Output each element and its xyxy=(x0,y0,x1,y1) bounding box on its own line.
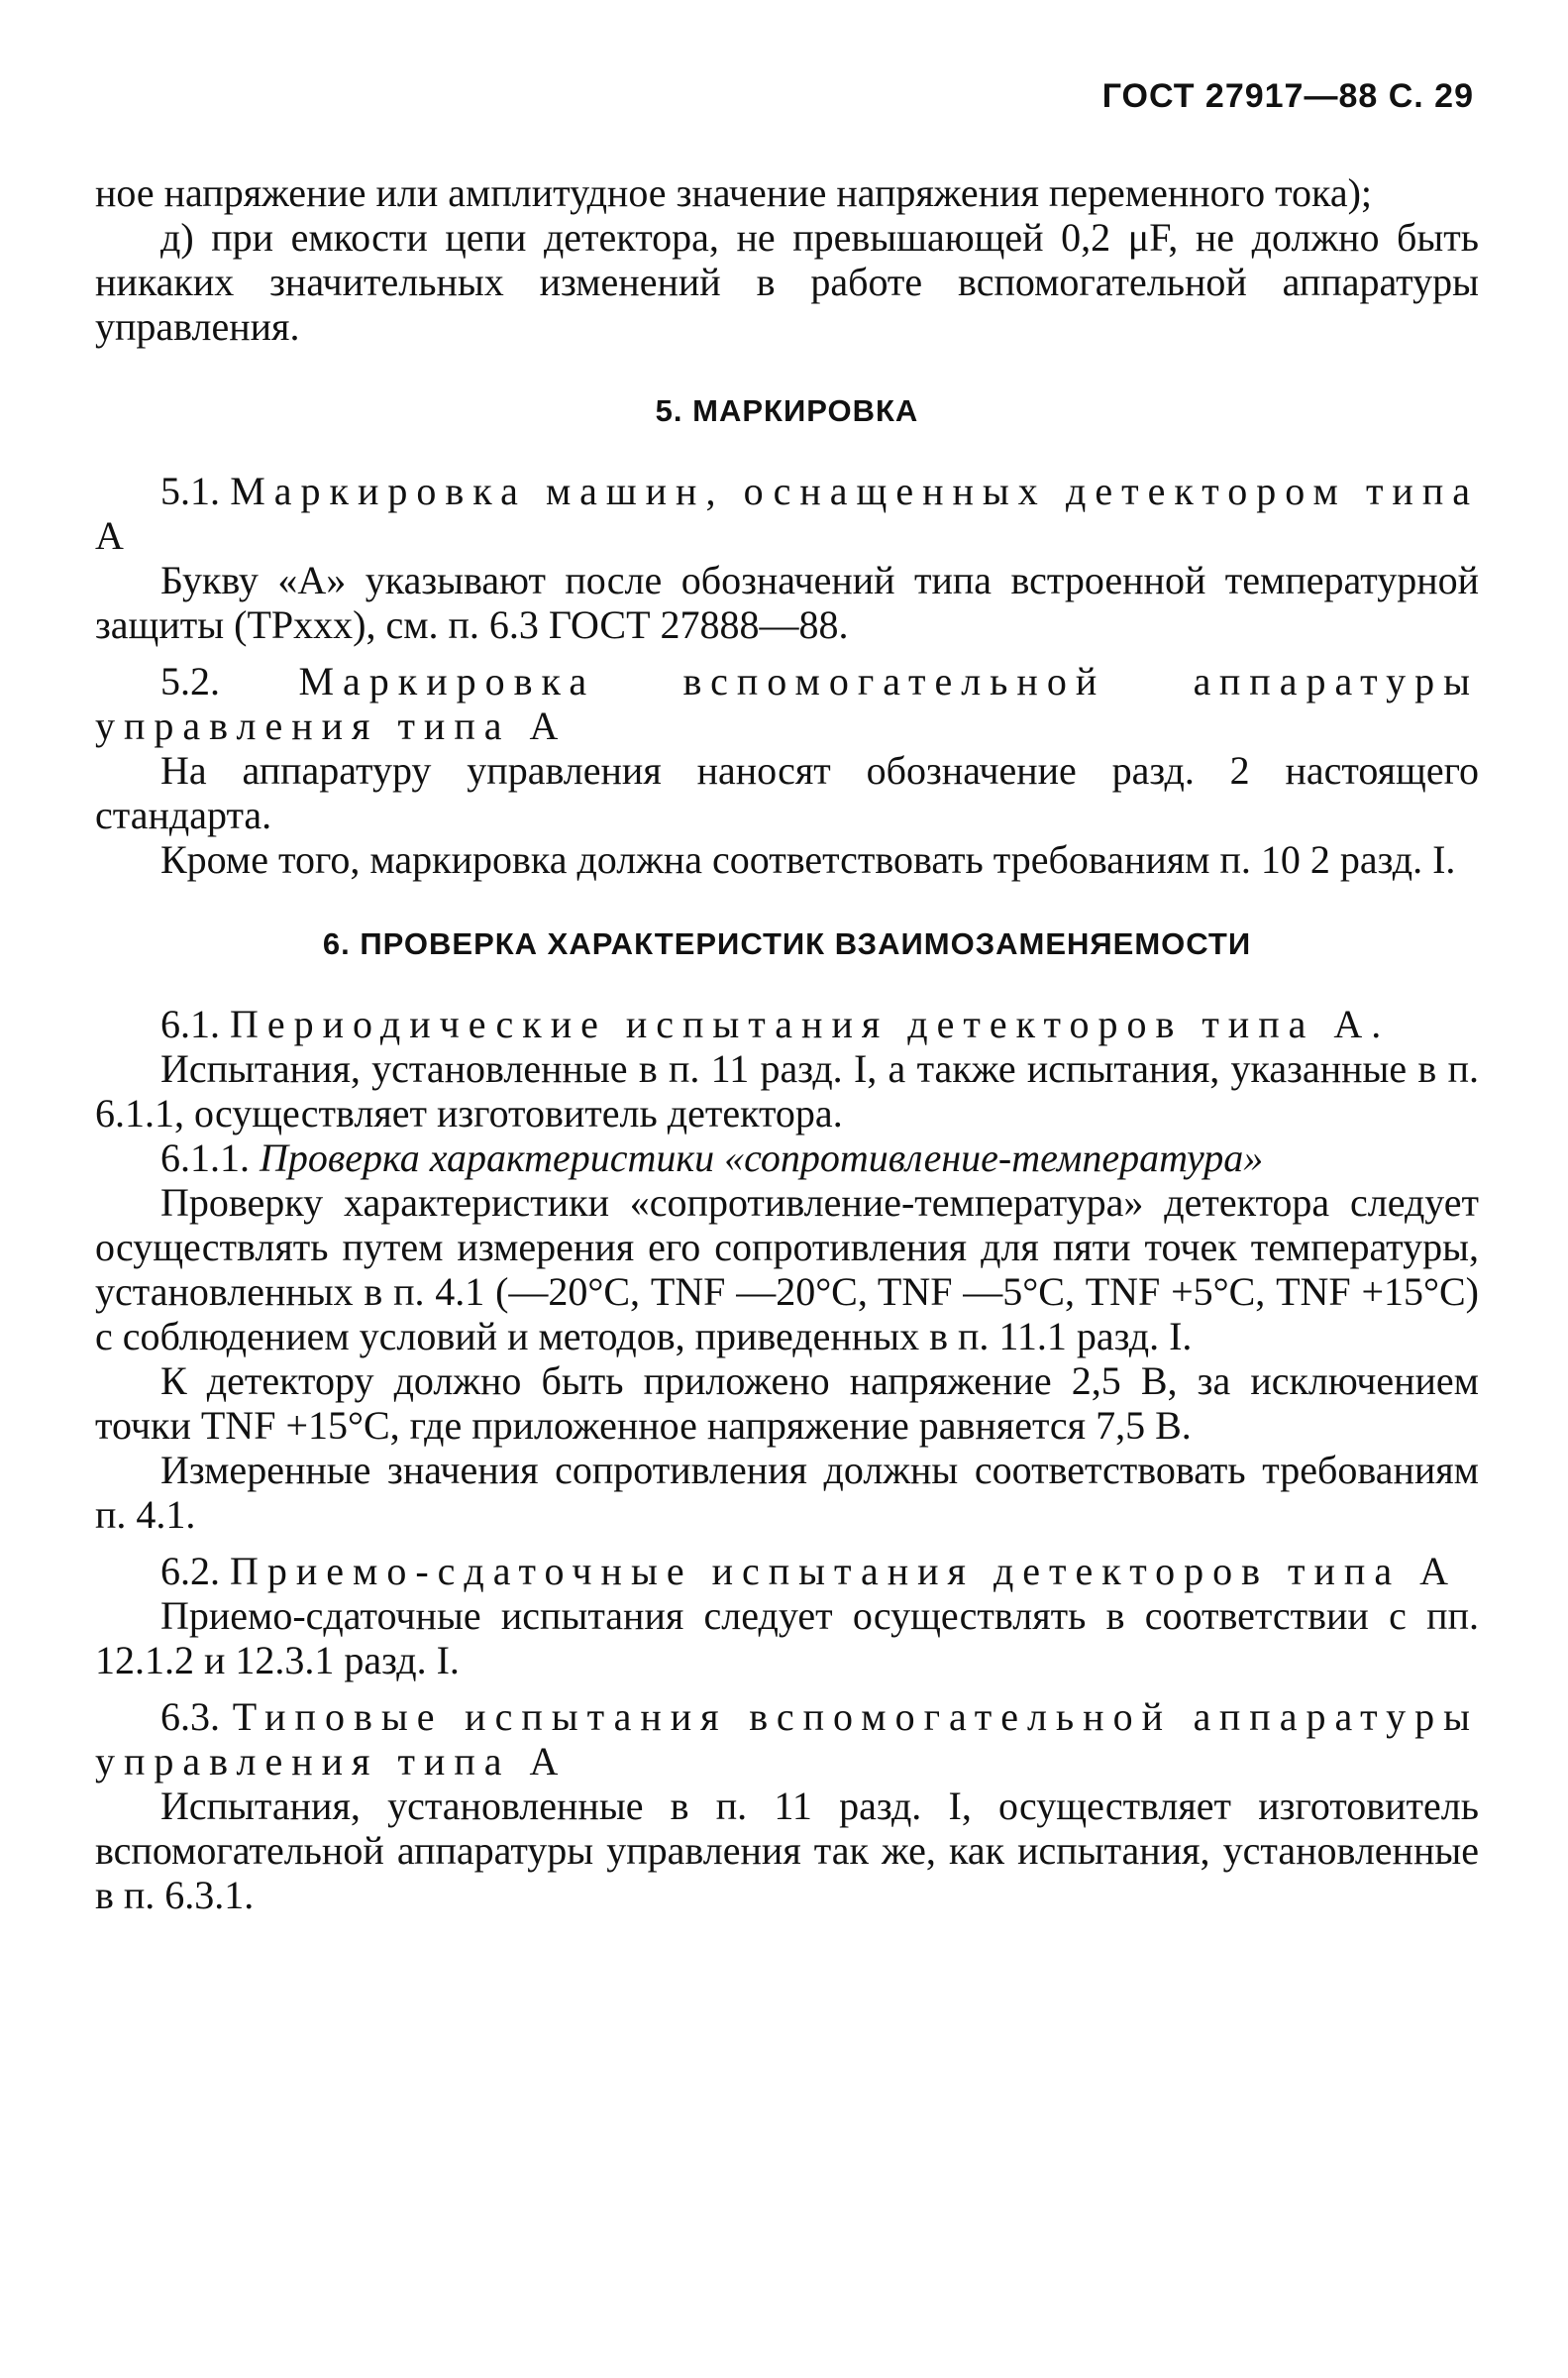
clause-title: Маркировка машин, оснащенных детектором типа А xyxy=(95,469,1479,558)
section-6-heading: 6. ПРОВЕРКА ХАРАКТЕРИСТИК ВЗАИМОЗАМЕНЯЕМОСТИ xyxy=(322,926,1252,961)
clause-number: 6.2. xyxy=(160,1549,220,1593)
clause-5-2-text-1: На аппаратуру управления наносят обозначение разд. 2 настоящего стандарта. xyxy=(95,748,1479,837)
clause-6-2-text: Приемо-сдаточные испытания следует осуществлять в соответствии с пп. 12.1.2 и 12.3.1 разд. I. xyxy=(95,1593,1479,1682)
clause-5-1-heading xyxy=(95,469,1479,558)
clause-6-1-1-heading xyxy=(95,1135,1479,1180)
clause-6-1-heading xyxy=(95,1002,1479,1046)
paragraph-item-d: д) при емкости цепи детектора, не превышающей 0,2 μF, не должно быть никаких значительных изменений в работе вспомогательной аппаратуры управления. xyxy=(95,215,1479,349)
clause-number: 5.1. xyxy=(160,469,220,513)
clause-number: 5.2. xyxy=(160,659,220,703)
document-body xyxy=(95,170,1479,1917)
clause-6-3-text: Испытания, установленные в п. 11 разд. I, осуществляет изготовитель вспомогательной аппаратуры управления так же, как испытания, установленные в п. 6.3.1. xyxy=(95,1784,1479,1917)
clause-number: 6.1.1. xyxy=(160,1135,250,1180)
clause-title: Проверка характеристики «сопротивление-температура» xyxy=(260,1135,1264,1180)
clause-title: Маркировка вспомогательной аппаратуры управления типа А xyxy=(95,659,1479,748)
clause-number: 6.3. xyxy=(160,1694,220,1739)
paragraph-continuation: ное напряжение или амплитудное значение напряжения переменного тока); xyxy=(95,170,1373,215)
clause-title: Приемо-сдаточные испытания детекторов типа А xyxy=(230,1549,1457,1593)
clause-6-2-heading xyxy=(95,1549,1479,1593)
clause-5-2-text-2: Кроме того, маркировка должна соответствовать требованиям п. 10 2 разд. I. xyxy=(160,837,1456,882)
clause-6-3-heading xyxy=(95,1694,1479,1784)
page-header: ГОСТ 27917—88 С. 29 xyxy=(1101,77,1474,115)
section-5-heading: 5. МАРКИРОВКА xyxy=(655,393,919,428)
clause-6-1-1-text-3: Измеренные значения сопротивления должны соответствовать требованиям п. 4.1. xyxy=(95,1448,1479,1537)
clause-title: Типовые испытания вспомогательной аппаратуры управления типа А xyxy=(95,1694,1480,1784)
clause-number: 6.1. xyxy=(160,1002,220,1046)
clause-5-1-text: Букву «А» указывают после обозначений типа встроенной температурной защиты (ТРххх), см. п. 6.3 ГОСТ 27888—88. xyxy=(95,558,1479,647)
clause-6-1-1-text-1: Проверку характеристики «сопротивление-температура» детектора следует осуществлять путем измерения его сопротивления для пяти точек температуры, установленных в п. 4.1 (—20°С, TNF —20°C, TNF —5°С, TNF +5°С, TNF +15°С) с соблюдением условий и методов, приведенных в п. 11.1 разд. I. xyxy=(95,1180,1479,1358)
clause-6-1-1-text-2: К детектору должно быть приложено напряжение 2,5 В, за исключением точки TNF +15°С, где приложенное напряжение равняется 7,5 В. xyxy=(95,1358,1479,1448)
clause-5-2-heading xyxy=(95,659,1479,748)
clause-title: Периодические испытания детекторов типа А. xyxy=(230,1002,1391,1046)
clause-6-1-text: Испытания, установленные в п. 11 разд. I, а также испытания, указанные в п. 6.1.1, осуществляет изготовитель детектора. xyxy=(95,1046,1479,1135)
